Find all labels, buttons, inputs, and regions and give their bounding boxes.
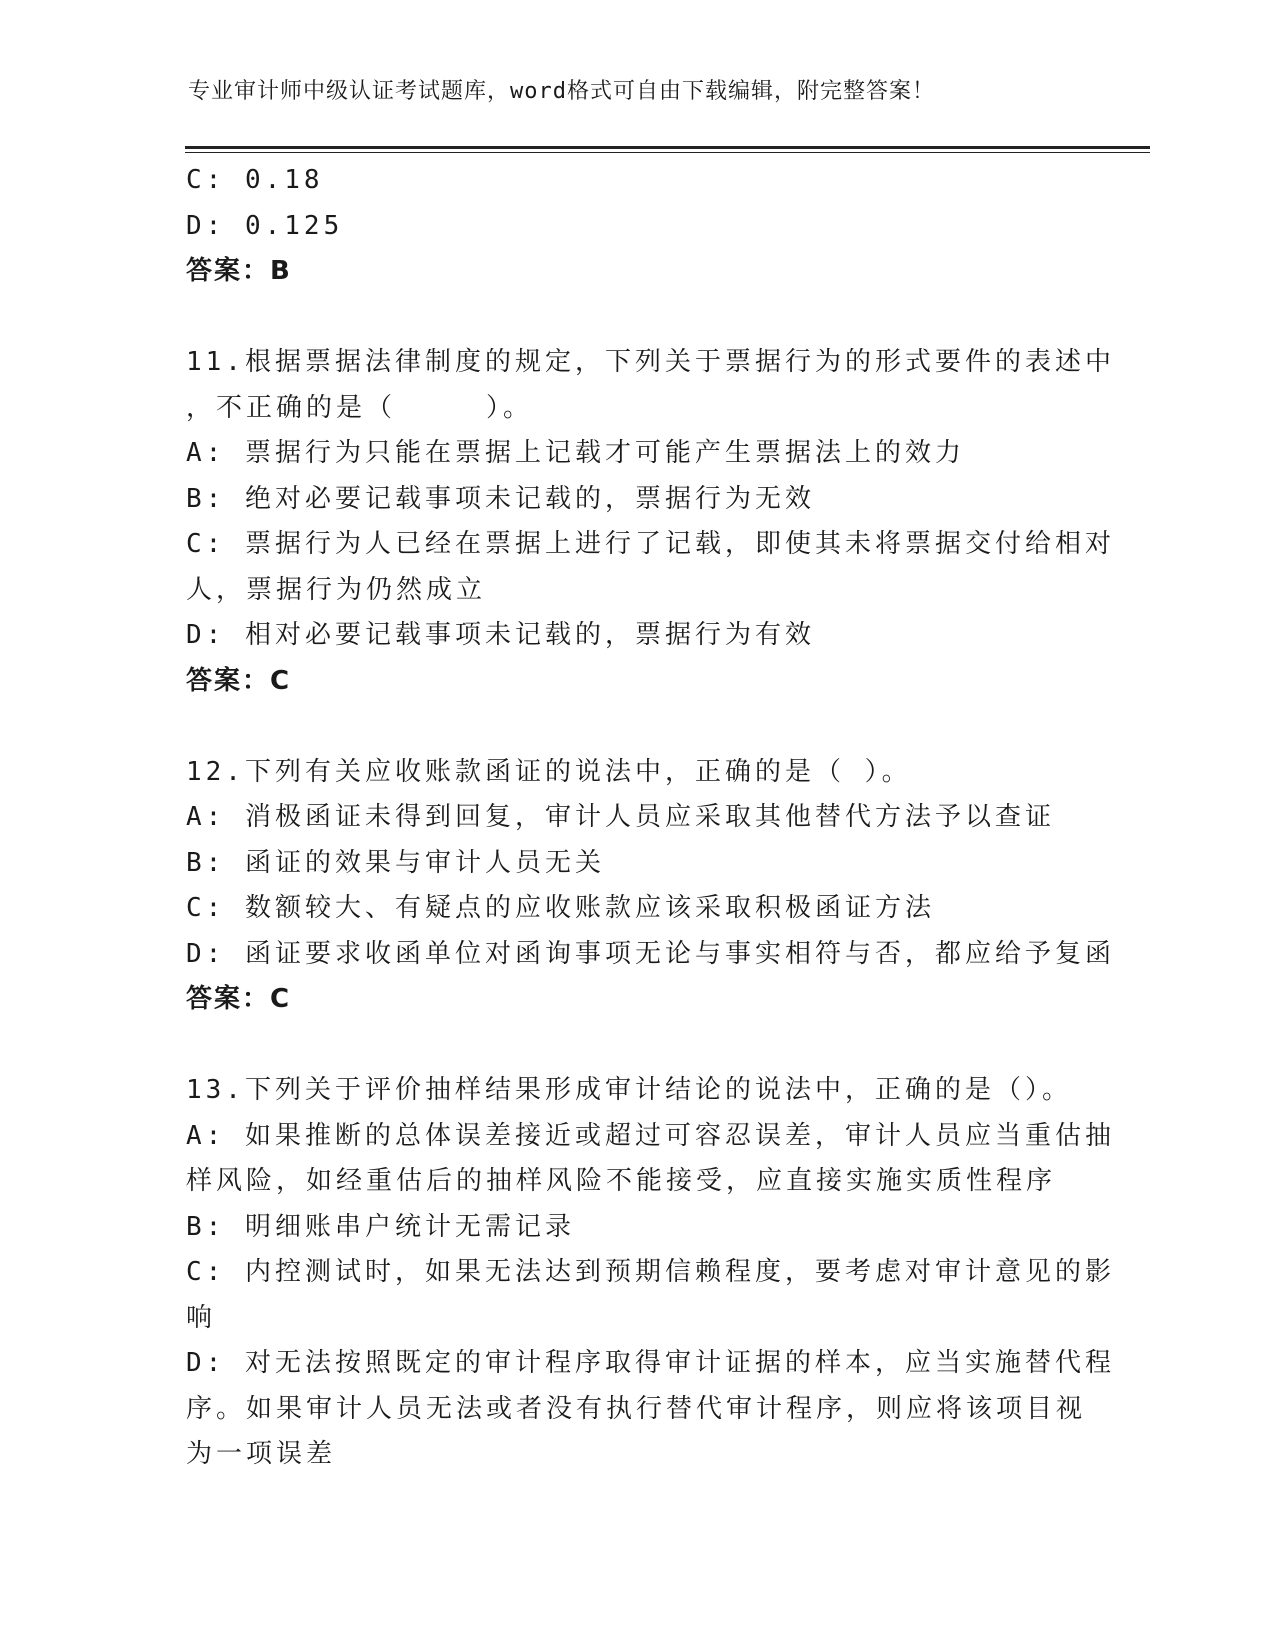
question-12 xyxy=(186,750,1115,1023)
option-c: C: 票据行为人已经在票据上进行了记载，即使其未将票据交付给相对 xyxy=(186,529,1115,559)
option-c: C: 0.18 xyxy=(186,165,324,195)
spacer xyxy=(186,1023,1086,1069)
option-c: C: 数额较大、有疑点的应收账款应该采取积极函证方法 xyxy=(186,893,935,923)
question-stem: 12.下列有关应收账款函证的说法中，正确的是（ ）。 xyxy=(186,756,912,787)
header-divider xyxy=(185,146,1150,153)
spacer xyxy=(186,704,1086,750)
option-d: D: 对无法按照既定的审计程序取得审计证据的样本，应当实施替代程 xyxy=(186,1348,1115,1378)
option-a: A: 如果推断的总体误差接近或超过可容忍误差，审计人员应当重估抽 xyxy=(186,1120,1115,1151)
option-d-continued: 序。如果审计人员无法或者没有执行替代审计程序，则应将该项目视 xyxy=(186,1393,1087,1424)
option-c-continued: 人，票据行为仍然成立 xyxy=(186,574,487,605)
document-body xyxy=(186,158,1115,1478)
option-c-continued: 响 xyxy=(186,1302,217,1333)
option-a: A: 票据行为只能在票据上记载才可能产生票据法上的效力 xyxy=(186,438,965,468)
option-b: B: 明细账串户统计无需记录 xyxy=(186,1211,575,1242)
option-d: D: 0.125 xyxy=(186,210,344,241)
option-c: C: 内控测试时，如果无法达到预期信赖程度，要考虑对审计意见的影 xyxy=(186,1257,1115,1287)
question-stem: 11.根据票据法律制度的规定，下列关于票据行为的形式要件的表述中 xyxy=(186,347,1115,377)
option-d: D: 函证要求收函单位对函询事项无论与事实相符与否，都应给予复函 xyxy=(186,938,1115,969)
answer-line: 答案：C xyxy=(186,665,292,696)
question-13 xyxy=(186,1068,1115,1478)
option-a: A: 消极函证未得到回复，审计人员应采取其他替代方法予以查证 xyxy=(186,802,1055,832)
option-b: B: 绝对必要记载事项未记载的，票据行为无效 xyxy=(186,483,815,514)
option-b: B: 函证的效果与审计人员无关 xyxy=(186,847,605,878)
option-d-continued: 为一项误差 xyxy=(186,1439,337,1469)
answer-line: 答案：B xyxy=(186,256,292,286)
spacer xyxy=(186,295,1086,341)
answer-line: 答案：C xyxy=(186,984,292,1014)
previous-question-tail xyxy=(186,158,1086,295)
option-a-continued: 样风险，如经重估后的抽样风险不能接受，应直接实施实质性程序 xyxy=(186,1166,1057,1196)
option-d: D: 相对必要记载事项未记载的，票据行为有效 xyxy=(186,620,815,650)
question-stem: 13.下列关于评价抽样结果形成审计结论的说法中，正确的是（）。 xyxy=(186,1075,1072,1105)
page-header: 专业审计师中级认证考试题库，word格式可自由下载编辑，附完整答案！ xyxy=(188,79,935,104)
question-stem-continued: ，不正确的是（ ）。 xyxy=(186,392,534,423)
question-11 xyxy=(186,340,1115,704)
